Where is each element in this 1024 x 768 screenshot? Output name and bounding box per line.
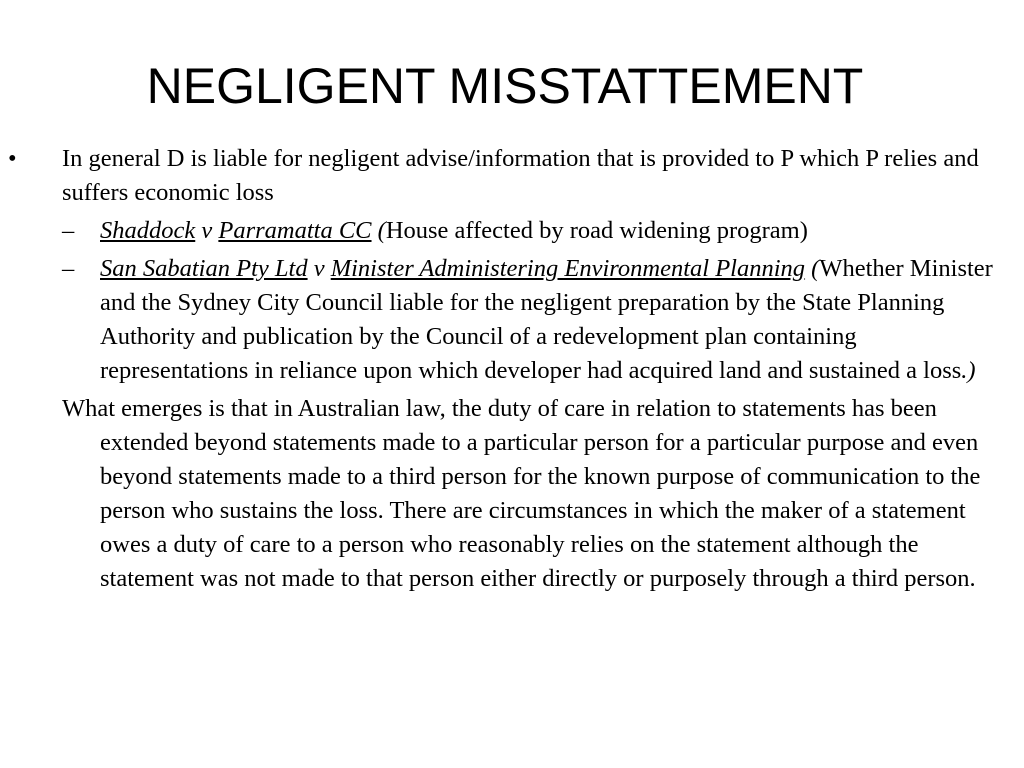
case-description: Whether Minister and the Sydney City Council liable for the negligent preparation by the State Planning Authority and publication by the Council of a redevelopment plan containing representations in reliance upon which developer had acquired land and sustained a loss bbox=[100, 255, 993, 384]
dash-icon: – bbox=[62, 255, 75, 282]
case-party-2: Minister Administering Environmental Planning bbox=[330, 255, 806, 282]
bullet-text: In general D is liable for negligent advise/information that is provided to P which P relies and suffers economic loss bbox=[62, 145, 979, 206]
slide-title: NEGLIGENT MISSTATTEMENT bbox=[146, 58, 864, 114]
emerges-paragraph: What emerges is that in Australian law, the duty of care in relation to statements has been extended beyond statements made to a particular person for a particular purpose and even beyond statements made to a third person for the known purpose of communication to the person who sustains the loss. There are circumstances in which the maker of a statement owes a duty of care to a person who reasonably relies on the statement although the statement was not made to that person either directly or purposely through a third person. bbox=[62, 395, 981, 592]
slide-body bbox=[0, 142, 1024, 596]
case-item-shaddock bbox=[0, 214, 1024, 248]
case-party-1: San Sabatian Pty Ltd bbox=[100, 255, 308, 282]
case-versus: v bbox=[307, 255, 331, 282]
bullet-item bbox=[0, 142, 1024, 210]
case-versus: v bbox=[195, 217, 219, 244]
case-party-1: Shaddock bbox=[100, 217, 196, 244]
bullet-icon: • bbox=[8, 145, 17, 172]
dash-icon: – bbox=[62, 217, 75, 244]
case-party-2: Parramatta CC bbox=[218, 217, 372, 244]
case-open-paren: ( bbox=[371, 217, 386, 244]
case-description: House affected by road widening program) bbox=[385, 217, 808, 244]
case-item-san-sabatian bbox=[0, 252, 1024, 388]
case-close: .) bbox=[961, 357, 976, 384]
case-open-paren: ( bbox=[805, 255, 820, 282]
